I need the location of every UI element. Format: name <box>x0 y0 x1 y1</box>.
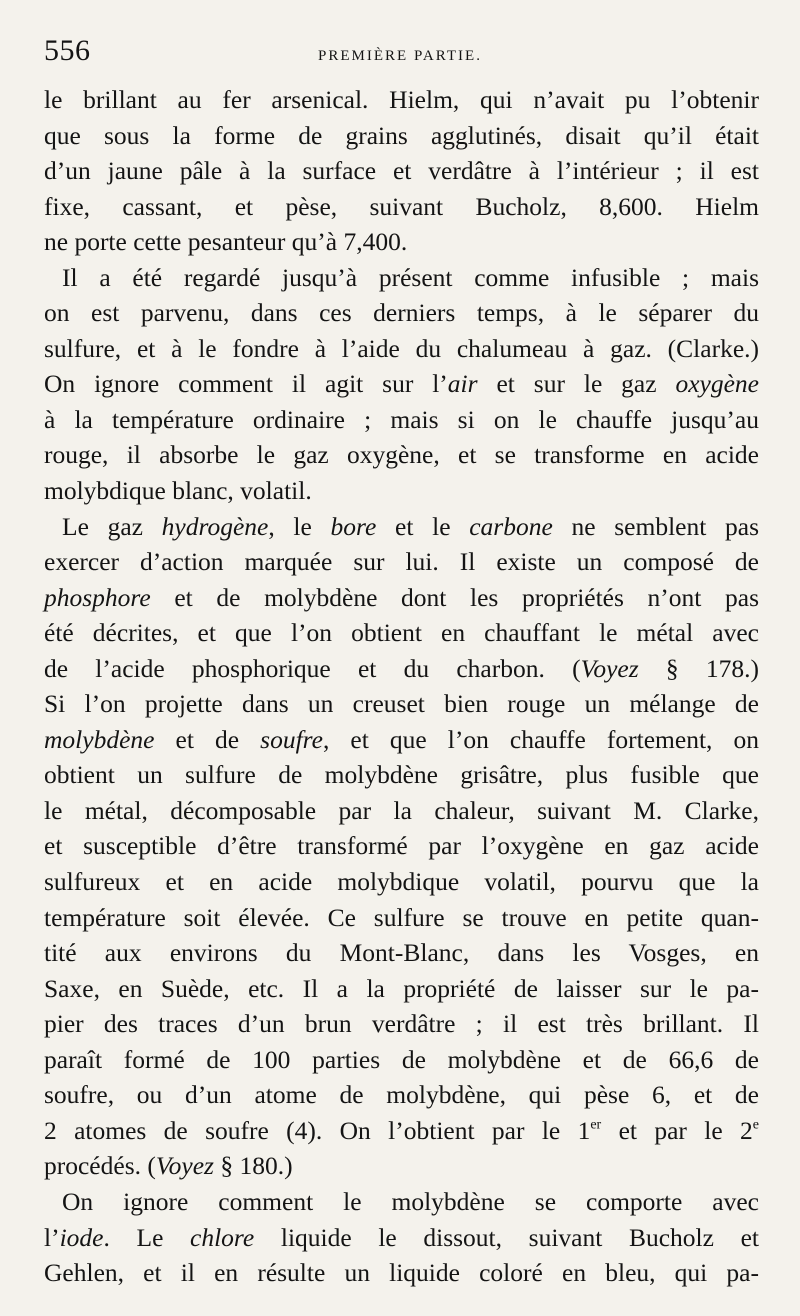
text-line <box>44 615 759 651</box>
text-line <box>44 509 759 545</box>
text-segment: . Le <box>103 1222 191 1252</box>
text-line <box>44 1148 759 1184</box>
italic-text: air <box>447 369 478 399</box>
italic-text: soufre <box>260 724 323 754</box>
text-segment: de l’acide phosphorique et du charbon. ( <box>44 653 581 683</box>
text-segment: paraît formé de 100 parties de molybdène et de 66,6 de <box>44 1044 759 1074</box>
page-header <box>40 34 760 74</box>
text-segment: et de <box>154 724 261 754</box>
text-line <box>44 544 759 580</box>
superscript: e <box>752 1117 759 1133</box>
running-head: PREMIÈRE PARTIE. <box>318 48 482 64</box>
text-line <box>44 757 759 793</box>
text-line <box>44 900 759 936</box>
text-line <box>44 1042 759 1078</box>
italic-text: carbone <box>469 511 553 541</box>
text-segment: été décrites, et que l’on obtient en chauffant le métal avec <box>44 618 759 648</box>
text-segment: sulfure, et à le fondre à l’aide du chalumeau à gaz. (Clarke.) <box>44 333 759 363</box>
text-line <box>44 366 759 402</box>
text-line <box>44 1113 759 1149</box>
body-text <box>44 82 759 1291</box>
text-segment: obtient un sulfure de molybdène grisâtre, plus fusible que <box>44 760 759 790</box>
text-line <box>44 935 759 971</box>
text-line <box>44 402 759 438</box>
page-number: 556 <box>44 34 91 67</box>
italic-text: Voyez <box>580 653 639 683</box>
text-line <box>44 118 759 154</box>
text-segment: tité aux environs du Mont-Blanc, dans les Vosges, en <box>44 938 759 968</box>
text-segment: rouge, il absorbe le gaz oxygène, et se transforme en acide <box>44 440 759 470</box>
text-segment: que sous la forme de grains agglutinés, disait qu’il était <box>44 120 759 150</box>
text-line <box>44 580 759 616</box>
text-segment: pier des traces d’un brun verdâtre ; il est très brillant. Il <box>44 1009 759 1039</box>
text-line <box>44 295 759 331</box>
text-line <box>44 1006 759 1042</box>
text-segment: molybdique blanc, volatil. <box>44 476 312 506</box>
text-segment: à la température ordinaire ; mais si on le chauffe jusqu’au <box>44 404 759 434</box>
text-segment: § 178.) <box>638 653 759 683</box>
text-segment: température soit élevée. Ce sulfure se trouve en petite quan- <box>44 902 759 932</box>
text-segment: Si l’on projette dans un creuset bien rouge un mélange de <box>44 689 759 719</box>
italic-text: chlore <box>190 1222 255 1252</box>
text-segment: on est parvenu, dans ces derniers temps, à le séparer du <box>44 298 759 328</box>
text-line <box>44 473 759 509</box>
text-segment: et par le 2 <box>601 1115 753 1145</box>
text-segment: et sur le gaz <box>477 369 676 399</box>
text-line <box>44 189 759 225</box>
text-segment: l’ <box>44 1222 60 1252</box>
text-segment: Gehlen, et il en résulte un liquide coloré en bleu, qui pa- <box>44 1258 759 1288</box>
text-segment: On ignore comment il agit sur l’ <box>44 369 448 399</box>
text-segment: Le gaz <box>62 511 162 541</box>
text-segment: sulfureux et en acide molybdique volatil, pourvu que la <box>44 867 759 897</box>
italic-text: molybdène <box>44 724 155 754</box>
text-line <box>44 864 759 900</box>
text-line <box>44 971 759 1007</box>
italic-text: bore <box>330 511 377 541</box>
text-line <box>44 1184 759 1220</box>
text-segment: et de molybdène dont les propriétés n’ont pas <box>150 582 759 612</box>
text-line <box>44 793 759 829</box>
text-line <box>44 224 759 260</box>
text-line <box>44 722 759 758</box>
text-line <box>44 828 759 864</box>
text-line <box>44 82 759 118</box>
text-segment: , et que l’on chauffe fortement, on <box>322 724 759 754</box>
text-segment: , le <box>268 511 331 541</box>
text-line <box>44 1255 759 1291</box>
text-line <box>44 1220 759 1256</box>
italic-text: hydrogène <box>161 511 269 541</box>
text-segment: ne semblent pas <box>552 511 760 541</box>
text-segment: soufre, ou d’un atome de molybdène, qui pèse 6, et de <box>44 1080 759 1110</box>
text-line <box>44 331 759 367</box>
text-segment: § 180.) <box>213 1151 293 1181</box>
superscript: er <box>590 1117 602 1133</box>
text-segment: et le <box>376 511 470 541</box>
italic-text: iode <box>59 1222 104 1252</box>
text-segment: fixe, cassant, et pèse, suivant Bucholz, 8,600. Hielm <box>44 191 759 221</box>
text-segment: le brillant au fer arsenical. Hielm, qui n’avait pu l’obtenir <box>44 85 759 114</box>
text-segment: 2 atomes de soufre (4). On l’obtient par le 1 <box>44 1115 591 1145</box>
italic-text: oxygène <box>675 369 759 399</box>
italic-text: Voyez <box>155 1151 214 1181</box>
text-line <box>44 651 759 687</box>
text-segment: Saxe, en Suède, etc. Il a la propriété de laisser sur le pa- <box>44 973 759 1003</box>
text-line <box>44 686 759 722</box>
text-line <box>44 153 759 189</box>
text-segment: et susceptible d’être transformé par l’oxygène en gaz acide <box>44 831 759 861</box>
text-segment: procédés. ( <box>44 1151 156 1181</box>
text-segment: liquide le dissout, suivant Bucholz et <box>254 1222 759 1252</box>
text-segment: Il a été regardé jusqu’à présent comme infusible ; mais <box>62 262 759 292</box>
text-segment: le métal, décomposable par la chaleur, suivant M. Clarke, <box>44 795 759 825</box>
text-segment: exercer d’action marquée sur lui. Il existe un composé de <box>44 547 759 577</box>
text-segment: On ignore comment le molybdène se comporte avec <box>62 1186 759 1216</box>
text-line <box>44 260 759 296</box>
text-line <box>44 1077 759 1113</box>
text-segment: d’un jaune pâle à la surface et verdâtre à l’intérieur ; il est <box>44 156 759 186</box>
italic-text: phosphore <box>44 582 151 612</box>
text-line <box>44 437 759 473</box>
text-segment: ne porte cette pesanteur qu’à 7,400. <box>44 227 408 257</box>
